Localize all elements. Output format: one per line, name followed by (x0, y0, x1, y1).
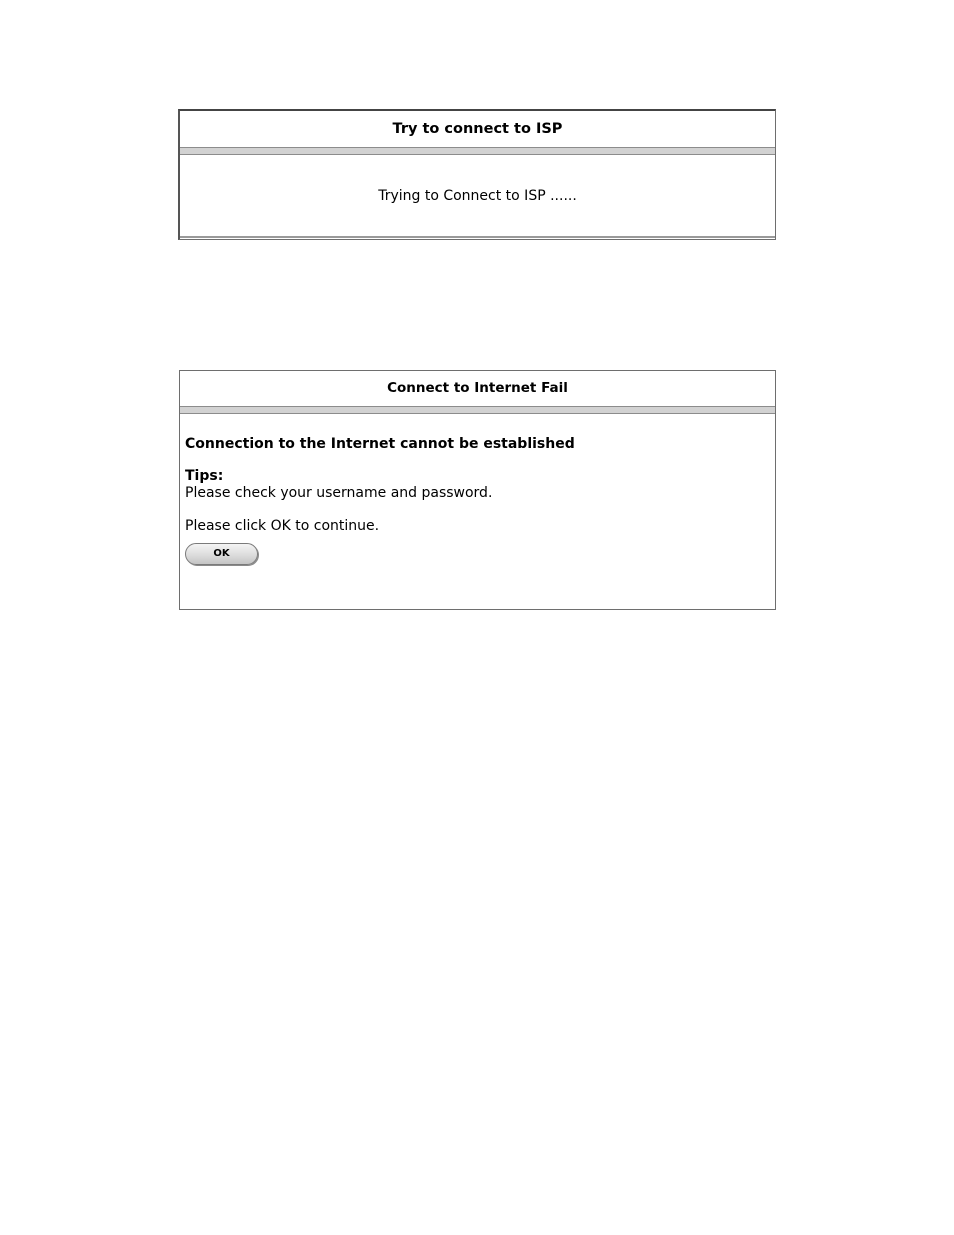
connect-fail-dialog-title: Connect to Internet Fail (387, 380, 568, 396)
connecting-dialog-body (180, 155, 775, 238)
connecting-dialog (178, 109, 776, 240)
tips-text: Please check your username and password. (185, 485, 493, 501)
connect-fail-dialog-body (180, 414, 775, 565)
connecting-status-text: Trying to Connect to ISP ...... (378, 188, 577, 204)
fail-heading: Connection to the Internet cannot be established (185, 436, 575, 452)
connect-fail-dialog-divider (180, 406, 775, 414)
tips-label: Tips: (185, 468, 224, 484)
connecting-dialog-divider (180, 147, 775, 155)
connecting-dialog-bottom-rule (180, 236, 775, 238)
connecting-dialog-title: Try to connect to ISP (392, 121, 563, 137)
ok-button[interactable]: OK (185, 543, 258, 565)
continue-text: Please click OK to continue. (185, 518, 380, 534)
connect-fail-dialog (179, 370, 776, 610)
